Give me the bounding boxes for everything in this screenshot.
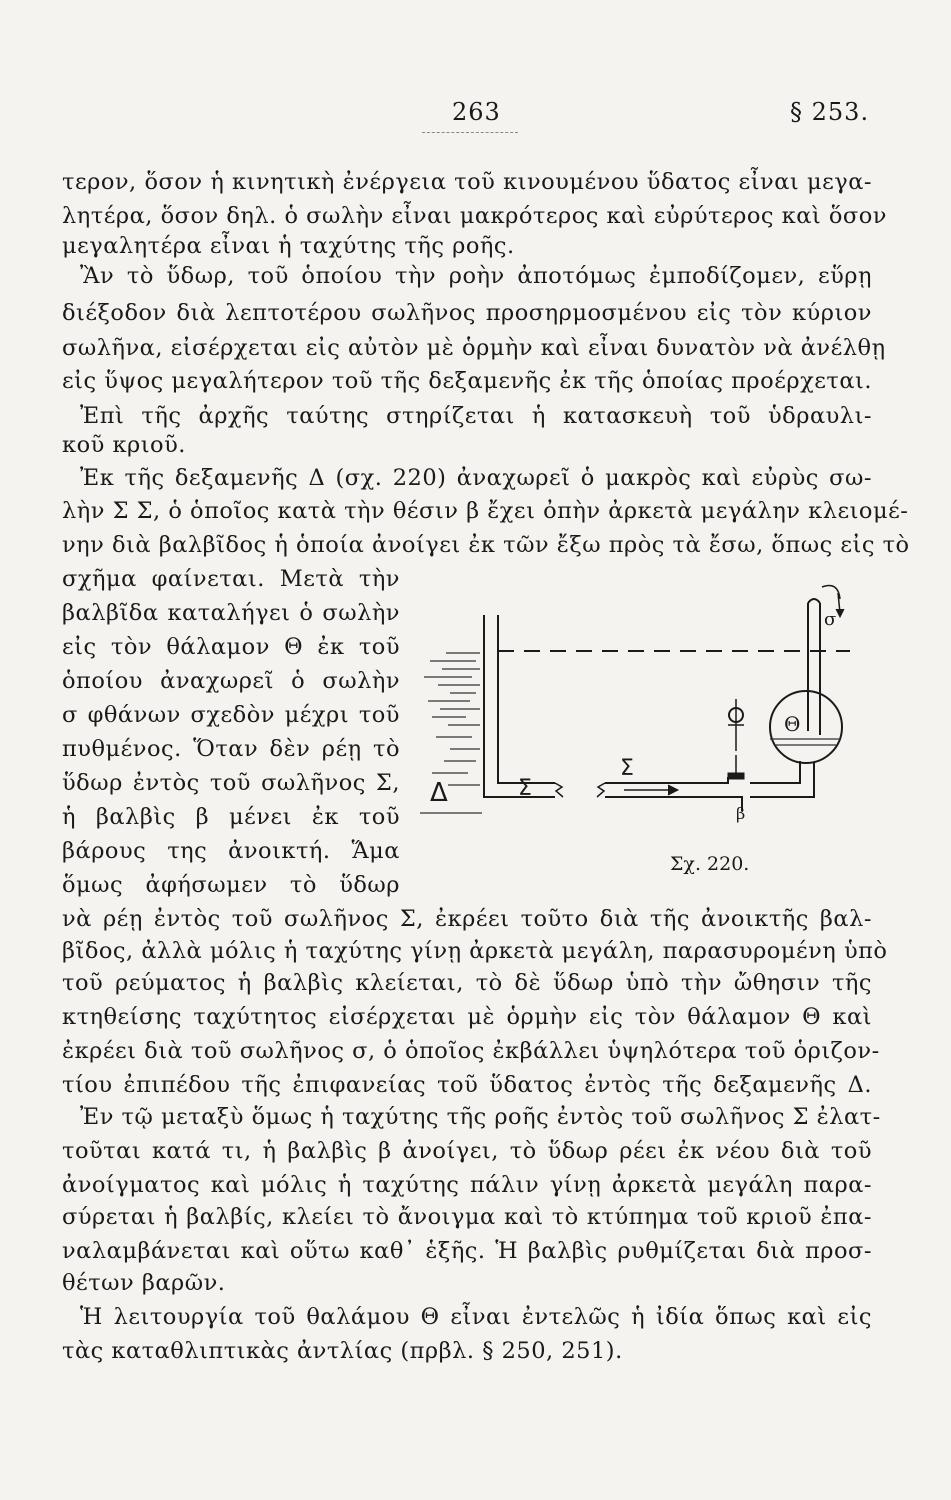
- text-line: ὅμως ἀφήσωμεν τὸ ὕδωρ: [62, 872, 400, 898]
- text-line: ἐκρέει διὰ τοῦ σωλῆνος σ, ὁ ὁποῖος ἐκβάλλει ὑψηλότερα τοῦ ὁριζον-: [62, 1038, 880, 1064]
- text-line: μεγαλητέρα εἶναι ἡ ταχύτης τῆς ροῆς.: [62, 233, 515, 259]
- text-line: ὁποίου ἀναχωρεῖ ὁ σωλὴν: [62, 668, 400, 694]
- text-line: τίου ἐπιπέδου τῆς ἐπιφανείας τοῦ ὕδατος ἐντὸς τῆς δεξαμενῆς Δ.: [62, 1072, 872, 1098]
- text-line: θέτων βαρῶν.: [62, 1270, 226, 1296]
- label-delta: Δ: [430, 778, 448, 808]
- page-number: 263: [452, 98, 501, 126]
- text-line: βῖδος, ἀλλὰ μόλις ἡ ταχύτης γίνῃ ἀρκετὰ μεγάλη, παρασυρομένη ὑπὸ: [62, 938, 888, 964]
- section-mark: § 253.: [790, 98, 870, 126]
- text-line: εἰς ὕψος μεγαλήτερον τοῦ τῆς δεξαμενῆς ἐκ τῆς ὁποίας προέρχεται.: [62, 368, 872, 394]
- text-line: σ φθάνων σχεδὸν μέχρι τοῦ: [62, 702, 400, 728]
- text-line: εἰς τὸν θάλαμον Θ ἐκ τοῦ: [62, 634, 400, 660]
- text-line: Ἂν τὸ ὕδωρ, τοῦ ὁποίου τὴν ροὴν ἀποτόμως ἐμποδίζομεν, εὕρῃ: [80, 263, 872, 289]
- label-beta: β: [736, 804, 746, 823]
- reservoir-wall: [484, 615, 555, 797]
- text-line: σωλῆνα, εἰσέρχεται εἰς αὐτὸν μὲ ὁρμὴν καὶ εἶναι δυνατὸν νὰ ἀνέλθῃ: [62, 335, 886, 361]
- text-line: ἡ βαλβὶς β μένει ἐκ τοῦ: [62, 804, 400, 830]
- text-line: τοῦ ρεύματος ἡ βαλβὶς κλείεται, τὸ δὲ ὕδωρ ὑπὸ τὴν ὤθησιν τῆς: [62, 970, 872, 996]
- text-line: Ἐπὶ τῆς ἀρχῆς ταύτης στηρίζεται ἡ κατασκευὴ τοῦ ὑδραυλι-: [80, 403, 872, 429]
- text-line: πυθμένος. Ὅταν δὲν ρέῃ τὸ: [62, 736, 400, 762]
- text-line: λητέρα, ὅσον δηλ. ὁ σωλὴν εἶναι μακρότερος καὶ εὐρύτερος καὶ ὅσον: [62, 203, 887, 229]
- label-sigma-1: Σ: [518, 776, 532, 801]
- text-line: ὕδωρ ἐντὸς τοῦ σωλῆνος Σ,: [62, 770, 400, 796]
- valve-beta: [728, 773, 744, 779]
- text-line: σύρεται ἡ βαλβίς, κλείει τὸ ἄνοιγμα καὶ τὸ κτύπημα τοῦ κριοῦ ἐπα-: [62, 1204, 872, 1230]
- text-line: νὰ ρέῃ ἐντὸς τοῦ σωλῆνος Σ, ἐκρέει τοῦτο διὰ τῆς ἀνοικτῆς βαλ-: [62, 906, 872, 932]
- text-line: τὰς καταθλιπτικὰς ἀντλίας (πρβλ. § 250, 251).: [62, 1338, 623, 1364]
- header-rule: [422, 132, 518, 133]
- figure-caption: Σχ. 220.: [670, 853, 750, 875]
- text-line: Ἐν τῷ μεταξὺ ὅμως ἡ ταχύτης τῆς ροῆς ἐντὸς τοῦ σωλῆνος Σ ἐλατ-: [80, 1104, 881, 1130]
- text-line: τοῦται κατά τι, ἡ βαλβὶς β ἀνοίγει, τὸ ὕδωρ ρέει ἐκ νέου διὰ τοῦ: [62, 1138, 872, 1164]
- label-small-sigma: σ: [824, 609, 837, 630]
- hydraulic-ram-figure: [410, 565, 872, 885]
- hydraulic-ram-diagram: [410, 565, 872, 885]
- label-theta: Θ: [784, 712, 801, 736]
- text-line: διέξοδον διὰ λεπτοτέρου σωλῆνος προσηρμοσμένου εἰς τὸν κύριον: [62, 300, 872, 326]
- text-line: τερον, ὅσον ἡ κινητικὴ ἐνέργεια τοῦ κινουμένου ὕδατος εἶναι μεγα-: [62, 169, 872, 195]
- text-line: κοῦ κριοῦ.: [62, 432, 186, 458]
- text-line: βάρους της ἀνοικτή. Ἅμα: [62, 838, 400, 864]
- text-line: Ἐκ τῆς δεξαμενῆς Δ (σχ. 220) ἀναχωρεῖ ὁ μακρὸς καὶ εὐρὺς σω-: [80, 465, 872, 491]
- text-line: βαλβῖδα καταλήγει ὁ σωλὴν: [62, 600, 400, 626]
- text-line: ναλαμβάνεται καὶ οὕτω καθ᾽ ἑξῆς. Ἡ βαλβὶς ρυθμίζεται διὰ προσ-: [62, 1238, 872, 1264]
- text-line: ἀνοίγματος καὶ μόλις ἡ ταχύτης πάλιν γίνῃ ἀρκετὰ μεγάλη παρα-: [62, 1172, 872, 1198]
- text-line: κτηθείσης ταχύτητος εἰσέρχεται μὲ ὁρμὴν εἰς τὸν θάλαμον Θ καὶ: [62, 1004, 872, 1030]
- text-line: Ἡ λειτουργία τοῦ θαλάμου Θ εἶναι ἐντελῶς ἡ ἰδία ὅπως καὶ εἰς: [80, 1304, 872, 1330]
- page-header: [0, 98, 951, 138]
- text-line: λὴν Σ Σ, ὁ ὁποῖος κατὰ τὴν θέσιν β ἔχει ὀπὴν ἀρκετὰ μεγάλην κλειομέ-: [62, 498, 909, 524]
- label-sigma-2: Σ: [620, 756, 634, 781]
- text-line: σχῆμα φαίνεται. Μετὰ τὴν: [62, 566, 400, 592]
- air-chamber: [770, 691, 842, 763]
- text-line: νην διὰ βαλβῖδος ἡ ὁποία ἀνοίγει ἐκ τῶν ἔξω πρὸς τὰ ἔσω, ὅπως εἰς τὸ: [62, 532, 910, 558]
